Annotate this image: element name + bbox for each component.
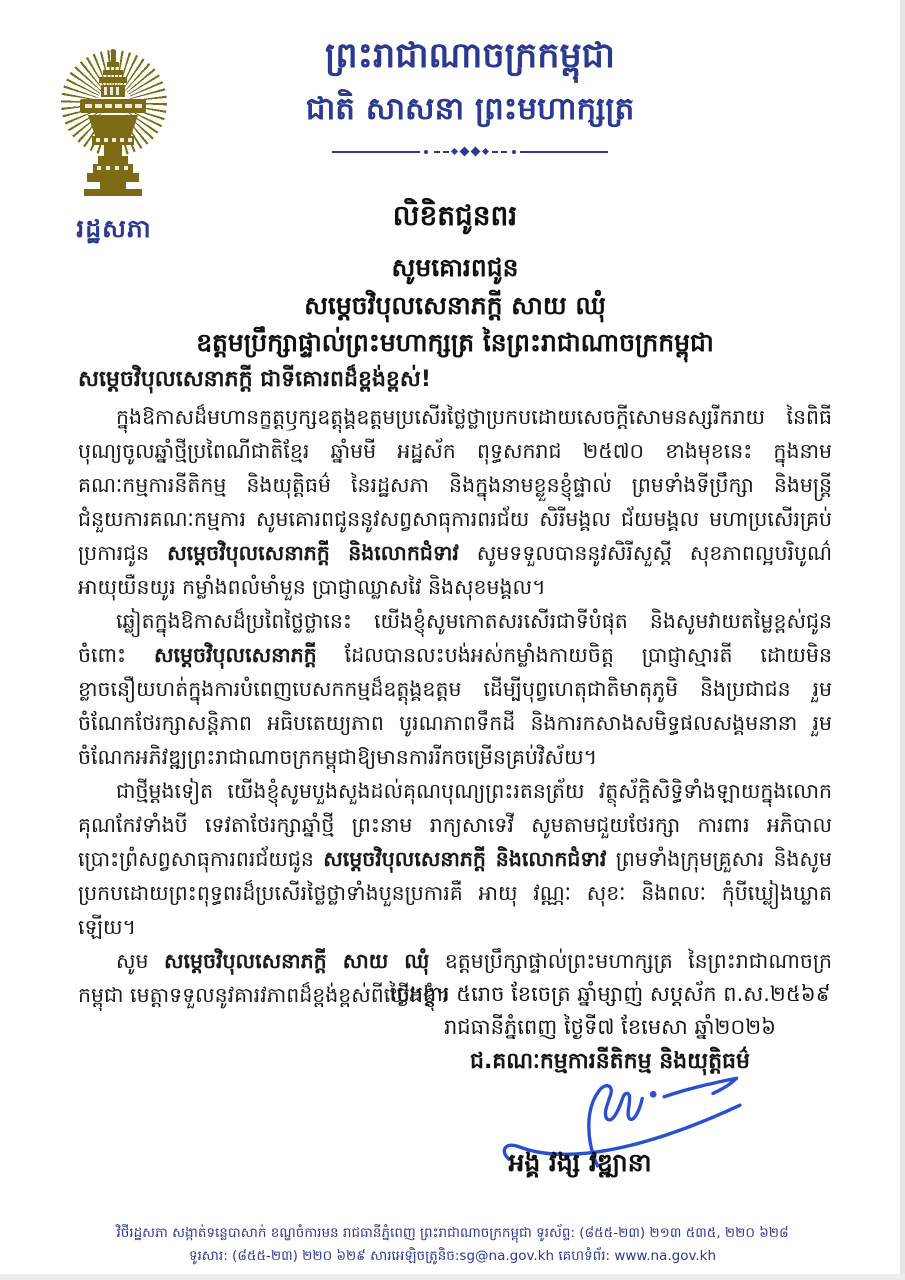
recipient-title: ឧត្តមប្រឹក្សាផ្ទាល់ព្រះមហាក្សត្រ នៃព្រះរាជាណាចក្រកម្ពុជា [196,328,714,357]
committee-line: ជ.គណៈកម្មការនីតិកម្ម និងយុត្តិធម៌ [469,1049,750,1074]
paragraph-1: ក្នុងឱកាសដ៏មហានក្ខត្តឫក្សឧត្តុង្គឧត្តមប្រសើរថ្លៃថ្លាប្រកបដោយសេចក្តីសោមនស្សរីករាយ នៃពិធីបុណ្យចូលឆ្នាំថ្មីប្រពៃណីជាតិខ្មែរ ឆ្នាំមមី អដ្ឋស័ក ពុទ្ធសករាជ ២៥៧០ ខាងមុខនេះ ក្នុងនាមគណៈកម្មការនីតិកម្ម និងយុត្តិធម៌ នៃរដ្ឋសភា និងក្នុងនាមខ្លួនខ្ញុំផ្ទាល់ ព្រមទាំងទីប្រឹក្សា និងមន្ត្រីជំនួយការគណៈកម្មការ សូមគោរពជូននូវសព្វសាធុការពរជ័យ សិរីមង្គល ជ័យមង្គល មហាប្រសើរគ្រប់ប្រការជូន សម្តេចវិបុលសេនាភក្តី និងលោកជំទាវ សូមទទួលបាននូវសិរីសួស្តី សុខភាពល្អបរិបូណ៌ អាយុយឺនយូរ កម្លាំងពលំមាំមួន ប្រាជ្ញាឈ្លាសវៃ និងសុខមង្គល។ [78,405,833,599]
footer-contact-line: ទូរសារ: (៨៥៥-២៣) ២២០ ៦២៩ សារអេឡិចត្រូនិច:sg@na.gov.kh គេហទំព័រ: www.na.gov.kh [188,1248,717,1264]
paragraph-4: សូម សម្តេចវិបុលសេនាភក្តី សាយ ឈុំ ឧត្តមប្រឹក្សាផ្ទាល់ព្រះមហាក្សត្រ នៃព្រះរាជាណាចក្រកម្ពុជា មេត្តាទទួលនូវគារវភាពដ៏ខ្ពង់ខ្ពស់ពីយើងខ្ញុំ។ [78,949,832,1007]
salute-line: សូមគោរពជូន [391,253,519,282]
national-assembly-emblem [60,48,168,208]
scan-edge-right [900,0,905,1280]
signer-name: អង្គ វង្ស វឌ្ឍានា [508,1148,652,1177]
letter-footer [0,1222,905,1268]
emblem-caption: រដ្ឋសភា [76,214,152,243]
paragraph-2: ឆ្លៀតក្នុងឱកាសដ៏ប្រពៃថ្លៃថ្លានេះ យើងខ្ញុំសូមកោតសរសើរជាទីបំផុត និងសូមវាយតម្លៃខ្ពស់ជូនចំពោះ សម្តេចវិបុលសេនាភក្តី ដែលបានលះបង់អស់កម្លាំងកាយចិត្ត ប្រាជ្ញាស្មារតី ដោយមិនខ្លាចនឿយហត់ក្នុងការបំពេញបេសកកម្មដ៏ឧត្តុង្គឧត្តម ដើម្បីបុព្វហេតុជាតិមាតុភូមិ និងប្រជាជន រួមចំណែកថែរក្សាសន្តិភាព អធិបតេយ្យភាព បូរណភាពទឹកដី និងការកសាងសមិទ្ធផលសង្គមនានា រួមចំណែកអភិវឌ្ឍព្រះរាជាណាចក្រកម្ពុជាឱ្យមានការរីកចម្រើនគ្រប់វិស័យ។ [78,609,832,769]
footer-address-line: វិថីរដ្ឋសភា សង្កាត់ទន្លេបាសាក់ ខណ្ឌចំការមន រាជធានីភ្នំពេញ ព្រះរាជាណាចក្រកម្ពុជា ទូរស័ព្ទ: (៨៥៥-២៣) ២១៣ ៥៣៥, ២២០ ៦២៨ [116,1225,789,1241]
ceremonial-urn-icon [60,48,168,208]
salutation-line: សម្តេចវិបុលសេនាភក្តី ជាទីគោរពដ៏ខ្ពង់ខ្ពស់! [78,367,431,392]
paragraph-3: ជាថ្មីម្តងទៀត យើងខ្ញុំសូមបួងសួងដល់គុណបុណ្យព្រះរតនត្រ័យ វត្ថុស័ក្តិសិទ្ធិទាំងឡាយក្នុងលោក គុណកែវទាំងបី ទេវតាថែរក្សាឆ្នាំថ្មី ព្រះនាម រាក្យសាទេវី សូមតាមជួយថែរក្សា ការពារ អភិបាល ប្រោះព្រំសព្វសាធុការពរជ័យជូន សម្តេចវិបុលសេនាភក្តី និងលោកជំទាវ ព្រមទាំងក្រុមគ្រួសារ និងសូមប្រកបដោយព្រះពុទ្ធពរដ៏ប្រសើរថ្លៃថ្លាទាំងបួនប្រការគឺ អាយុ វណ្ណៈ សុខៈ និងពលៈ កុំបីឃ្លៀងឃ្លាតឡើយ។ [78,779,833,939]
letterhead [205,30,735,155]
place-date-line: រាជធានីភ្នំពេញ ថ្ងៃទី៧ ខែមេសា ឆ្នាំ២០២៦ [443,1015,777,1039]
lunar-date-line: ថ្ងៃអង្គារ ៥រោច ខែចេត្រ ឆ្នាំម្សាញ់ សប្តស័ក ព.ស.២៥៦៩ [389,982,831,1006]
document-type-title: លិខិតជូនពរ [392,199,518,232]
kingdom-title: ព្រះរាជាណាចក្រកម្ពុជា [324,36,615,76]
ornamental-divider [205,148,735,155]
scan-edge-bottom [0,1274,905,1280]
recipient-name: សម្តេចវិបុលសេនាភក្តី សាយ ឈុំ [304,291,606,320]
letter-title-block [80,196,830,361]
letter-body [78,360,832,1012]
national-motto: ជាតិ សាសនា ព្រះមហាក្សត្រ [305,91,635,127]
